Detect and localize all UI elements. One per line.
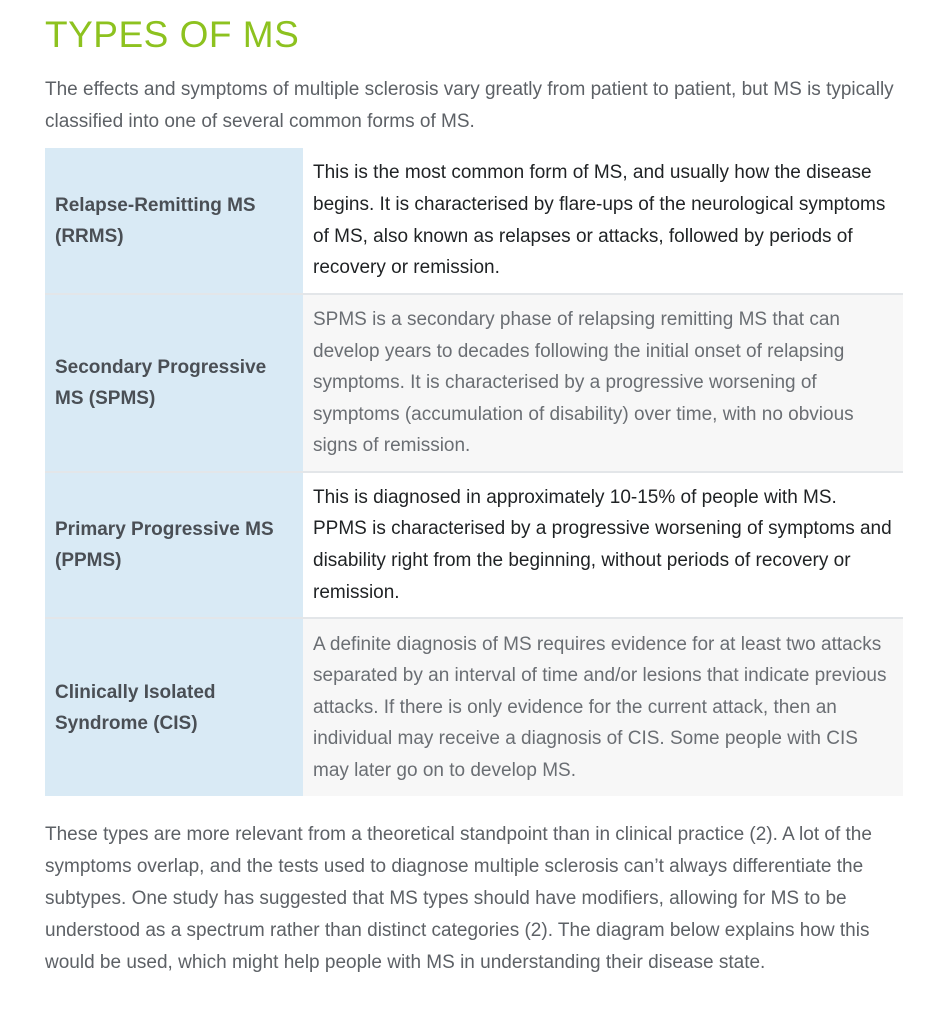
type-description-cell: A definite diagnosis of MS requires evidence for at least two attacks separated by an interval of time and/or lesions that indicate previous attacks. If there is only evidence for the current attack, then an individual may receive a diagnosis of CIS. Some people with CIS may later go on to develop MS.: [303, 618, 903, 796]
table-row: [45, 294, 903, 472]
table-row: [45, 472, 903, 618]
type-name-cell: Secondary Progressive MS (SPMS): [45, 294, 303, 472]
type-description-cell: SPMS is a secondary phase of relapsing remitting MS that can develop years to decades following the initial onset of relapsing symptoms. It is characterised by a progressive worsening of symptoms (accumulation of disability) over time, with no obvious signs of remission.: [303, 294, 903, 472]
type-description-cell: This is diagnosed in approximately 10-15% of people with MS. PPMS is characterised by a progressive worsening of symptoms and disability right from the beginning, without periods of recovery or remission.: [303, 472, 903, 618]
ms-types-table: [45, 148, 903, 796]
section-title: TYPES OF MS: [45, 14, 300, 55]
closing-paragraph: These types are more relevant from a theoretical standpoint than in clinical practice (2). A lot of the symptoms overlap, and the tests used to diagnose multiple sclerosis can’t always differentiate the subtypes. One study has suggested that MS types should have modifiers, allowing for MS to be understood as a spectrum rather than distinct categories (2). The diagram below explains how this would be used, which might help people with MS in understanding their disease state.: [45, 824, 872, 973]
table-row: [45, 148, 903, 294]
table-row: [45, 618, 903, 796]
intro-paragraph: The effects and symptoms of multiple sclerosis vary greatly from patient to patient, but MS is typically classified into one of several common forms of MS.: [45, 79, 894, 132]
type-name-cell: Primary Progressive MS (PPMS): [45, 472, 303, 618]
type-name-cell: Clinically Isolated Syndrome (CIS): [45, 618, 303, 796]
type-description-cell: This is the most common form of MS, and usually how the disease begins. It is characterised by flare-ups of the neurological symptoms of MS, also known as relapses or attacks, followed by periods of recovery or remission.: [303, 148, 903, 294]
type-name-cell: Relapse-Remitting MS (RRMS): [45, 148, 303, 294]
